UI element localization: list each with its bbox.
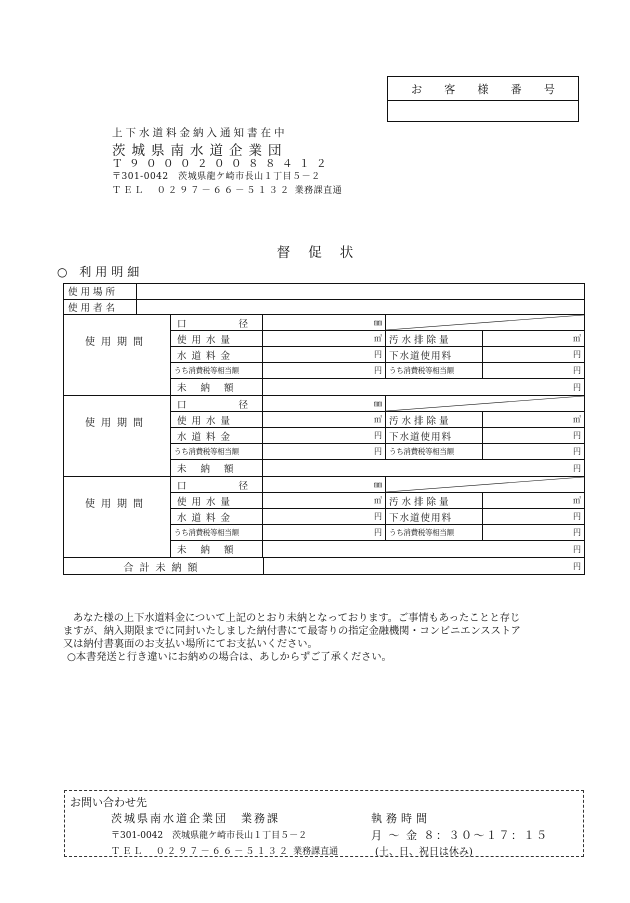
location-row xyxy=(64,284,584,300)
sender-tel-line xyxy=(112,183,342,196)
unpaid-label: 未納額 xyxy=(171,379,263,395)
contact-tel: ＴＥＬ ０２９７－６６－５１３２ xyxy=(111,847,291,857)
unpaid-label: 未納額 xyxy=(171,541,263,557)
notice-line: 又は納付書裏面のお支払い場所にてお支払いください。 xyxy=(63,639,318,650)
tax-label: うち消費税等相当額 xyxy=(171,363,263,378)
sewage-label: 汚水排除量 xyxy=(386,493,483,508)
hours-label: 執務時間 xyxy=(371,812,431,825)
user-row xyxy=(64,300,584,316)
customer-label-char: お xyxy=(411,82,423,96)
sewer-fee-value: 円 xyxy=(573,350,581,359)
sewage-value: ㎥ xyxy=(573,415,581,424)
bore-value: ㎜ xyxy=(263,477,386,492)
sewer-fee-value: 円 xyxy=(573,431,581,440)
usage-label: 使用水量 xyxy=(171,331,263,346)
tax-value: 円 xyxy=(263,444,386,459)
period-label: 使用期間 xyxy=(64,396,171,476)
fee-label: 水道料金 xyxy=(171,509,263,524)
usage-value: ㎥ xyxy=(263,493,386,508)
sewer-fee-value: 円 xyxy=(573,512,581,521)
diagonal-cell xyxy=(386,315,584,330)
sender-tcode: Ｔ９０００２００８８４１２ xyxy=(112,158,333,170)
fee-value: 円 xyxy=(263,428,386,443)
bore-label: 口 径 xyxy=(171,477,263,492)
sewage-label: 汚水排除量 xyxy=(386,331,483,346)
customer-label-char: 番 xyxy=(510,82,522,96)
sewer-fee-label: 下水道使用料 xyxy=(386,509,483,524)
sewage-value: ㎥ xyxy=(573,334,581,343)
usage-value: ㎥ xyxy=(263,331,386,346)
contact-tel-dept: 業務課直通 xyxy=(293,847,339,857)
contact-heading: お問い合わせ先 xyxy=(70,796,147,809)
usage-label: 使用水量 xyxy=(171,412,263,427)
period-label: 使用期間 xyxy=(64,477,171,557)
fee-label: 水道料金 xyxy=(171,347,263,362)
total-value: 円 xyxy=(573,561,581,571)
unpaid-value: 円 xyxy=(573,544,581,554)
user-value xyxy=(137,300,584,315)
period-group xyxy=(64,315,584,396)
sender-tel-dept: 業務課直通 xyxy=(294,186,343,196)
sewage-label: 汚水排除量 xyxy=(386,412,483,427)
unpaid-label: 未納額 xyxy=(171,460,263,476)
total-label: 合計未納額 xyxy=(64,558,264,574)
unpaid-value: 円 xyxy=(573,382,581,392)
sewer-tax-value: 円 xyxy=(573,447,581,456)
sewer-tax-value: 円 xyxy=(573,528,581,537)
diagonal-cell xyxy=(386,477,584,492)
sewer-tax-label: うち消費税等相当額 xyxy=(386,525,483,540)
mail-content-note: 上下水道料金納入通知書在中 xyxy=(112,127,288,139)
period-label: 使用期間 xyxy=(64,315,171,395)
usage-detail-table xyxy=(63,283,585,575)
contact-org: 茨城県南水道企業団 業務課 xyxy=(111,812,280,825)
sewer-tax-label: うち消費税等相当額 xyxy=(386,444,483,459)
sender-org: 茨城県南水道企業団 xyxy=(112,143,288,159)
diagonal-cell xyxy=(386,396,584,411)
customer-label-char: 様 xyxy=(477,82,489,96)
fee-value: 円 xyxy=(263,509,386,524)
tax-label: うち消費税等相当額 xyxy=(171,444,263,459)
fee-value: 円 xyxy=(263,347,386,362)
tax-value: 円 xyxy=(263,525,386,540)
customer-number-value xyxy=(388,101,578,123)
hours-value: 月 ～ 金 ８：３０～１７：１５ xyxy=(371,829,549,842)
contact-box xyxy=(64,790,584,857)
tax-value: 円 xyxy=(263,363,386,378)
notice-line: ○本書発送と行き違いにお納めの場合は、あしからずご了承ください。 xyxy=(67,652,392,663)
total-row xyxy=(64,558,584,574)
customer-label-char: 号 xyxy=(543,82,555,96)
sewer-tax-label: うち消費税等相当額 xyxy=(386,363,483,378)
notice-paragraph xyxy=(63,612,593,664)
contact-tel-line xyxy=(111,844,338,857)
tax-label: うち消費税等相当額 xyxy=(171,525,263,540)
notice-line: あなた様の上下水道料金について上記のとおり未納となっております。ご事情もあったことと存じ xyxy=(73,613,521,624)
bore-label: 口 径 xyxy=(171,396,263,411)
period-group xyxy=(64,396,584,477)
unpaid-value: 円 xyxy=(573,463,581,473)
page-title: 督促状 xyxy=(276,245,372,261)
sewer-fee-label: 下水道使用料 xyxy=(386,428,483,443)
customer-label-char: 客 xyxy=(444,82,456,96)
section-heading: ○ 利用明細 xyxy=(57,265,144,279)
location-value xyxy=(137,284,584,299)
usage-label: 使用水量 xyxy=(171,493,263,508)
sewer-tax-value: 円 xyxy=(573,366,581,375)
period-group xyxy=(64,477,584,558)
customer-number-box xyxy=(387,76,579,122)
sender-tel: ＴＥＬ ０２９７－６６－５１３２ xyxy=(112,186,292,196)
sewer-fee-label: 下水道使用料 xyxy=(386,347,483,362)
usage-value: ㎥ xyxy=(263,412,386,427)
contact-dept: 業務課 xyxy=(241,812,280,825)
user-label: 使用者名 xyxy=(64,300,137,315)
fee-label: 水道料金 xyxy=(171,428,263,443)
notice-line: ますが、納入期限までに同封いたしました納付書にて最寄りの指定金融機関・コンビニエンスストア xyxy=(63,626,521,637)
sender-address: 〒301-0042 茨城県龍ケ崎市長山１丁目５－２ xyxy=(112,172,321,182)
contact-address: 〒301-0042 茨城県龍ケ崎市長山１丁目５－２ xyxy=(111,831,308,841)
location-label: 使用場所 xyxy=(64,284,137,299)
customer-number-header xyxy=(388,77,578,101)
bore-value: ㎜ xyxy=(263,315,386,330)
sewage-value: ㎥ xyxy=(573,496,581,505)
bore-value: ㎜ xyxy=(263,396,386,411)
bore-label: 口 径 xyxy=(171,315,263,330)
closed-days: (土、日、祝日は休み) xyxy=(375,847,473,858)
